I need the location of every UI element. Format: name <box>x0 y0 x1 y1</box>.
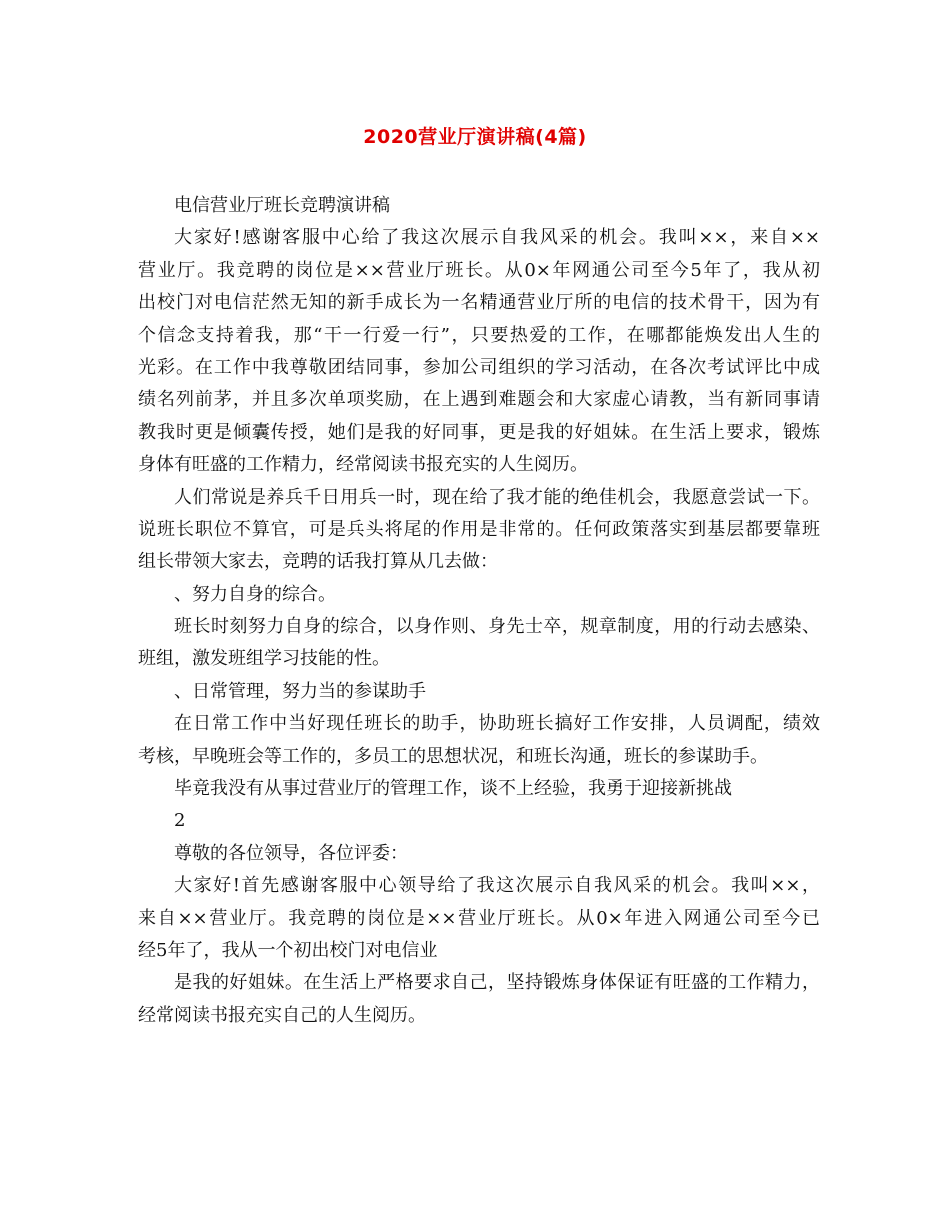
text-line: 毕竟我没有从事过营业厅的管理工作，谈不上经验，我勇于迎接新挑战 <box>174 778 732 800</box>
text-line: 班组，激发班组学习技能的性。 <box>138 648 390 670</box>
text-line: 身体有旺盛的工作精力，经常阅读书报充实的人生阅历。 <box>138 454 588 476</box>
document-body <box>138 190 820 1032</box>
text-line: 组长带领大家去，竞聘的话我打算从几去做： <box>138 551 498 573</box>
text-line: 来自××营业厅。我竞聘的岗位是××营业厅班长。从0×年进入网通公司至今已 <box>138 907 820 929</box>
text-line: 光彩。在工作中我尊敬团结同事，参加公司组织的学习活动，在各次考试评比中成 <box>138 356 820 378</box>
text-line: 考核，早晚班会等工作的，多员工的思想状况，和班长沟通，班长的参谋助手。 <box>138 745 768 767</box>
text-line: 人们常说是养兵千日用兵一时，现在给了我才能的绝佳机会，我愿意尝试一下。 <box>174 486 820 508</box>
text-line: 、努力自身的综合。 <box>174 583 336 605</box>
document-title: 2020营业厅演讲稿(4篇) <box>363 126 587 148</box>
text-line: 大家好!感谢客服中心给了我这次展示自我风采的机会。我叫××，来自×× <box>174 227 820 249</box>
text-line: 个信念支持着我，那“干一行爱一行”，只要热爱的工作，在哪都能焕发出人生的 <box>138 324 820 346</box>
text-line: 2 <box>174 810 186 832</box>
text-line: 班长时刻努力自身的综合，以身作则、身先士卒，规章制度，用的行动去感染、 <box>174 616 820 638</box>
text-line: 说班长职位不算官，可是兵头将尾的作用是非常的。任何政策落实到基层都要靠班 <box>138 518 820 540</box>
text-line: 营业厅。我竞聘的岗位是××营业厅班长。从0×年网通公司至今5年了，我从初 <box>138 259 820 281</box>
text-line: 教我时更是倾囊传授，她们是我的好同事，更是我的好姐妹。在生活上要求，锻炼 <box>138 421 820 443</box>
text-line: 、日常管理，努力当的参谋助手 <box>174 680 426 702</box>
text-line: 绩名列前茅，并且多次单项奖励，在上遇到难题会和大家虚心请教，当有新同事请 <box>138 389 820 411</box>
text-line: 电信营业厅班长竞聘演讲稿 <box>174 195 390 216</box>
text-line: 出校门对电信茫然无知的新手成长为一名精通营业厅所的电信的技术骨干，因为有 <box>138 292 820 314</box>
text-line: 大家好!首先感谢客服中心领导给了我这次展示自我风采的机会。我叫××， <box>174 875 820 897</box>
text-line: 尊敬的各位领导，各位评委： <box>174 842 408 864</box>
text-line: 经常阅读书报充实自己的人生阅历。 <box>138 1004 426 1026</box>
text-line: 经5年了，我从一个初出校门对电信业 <box>138 939 438 961</box>
text-line: 是我的好姐妹。在生活上严格要求自己，坚持锻炼身体保证有旺盛的工作精力， <box>174 972 820 994</box>
text-line: 在日常工作中当好现任班长的助手，协助班长搞好工作安排，人员调配，绩效 <box>174 713 820 735</box>
